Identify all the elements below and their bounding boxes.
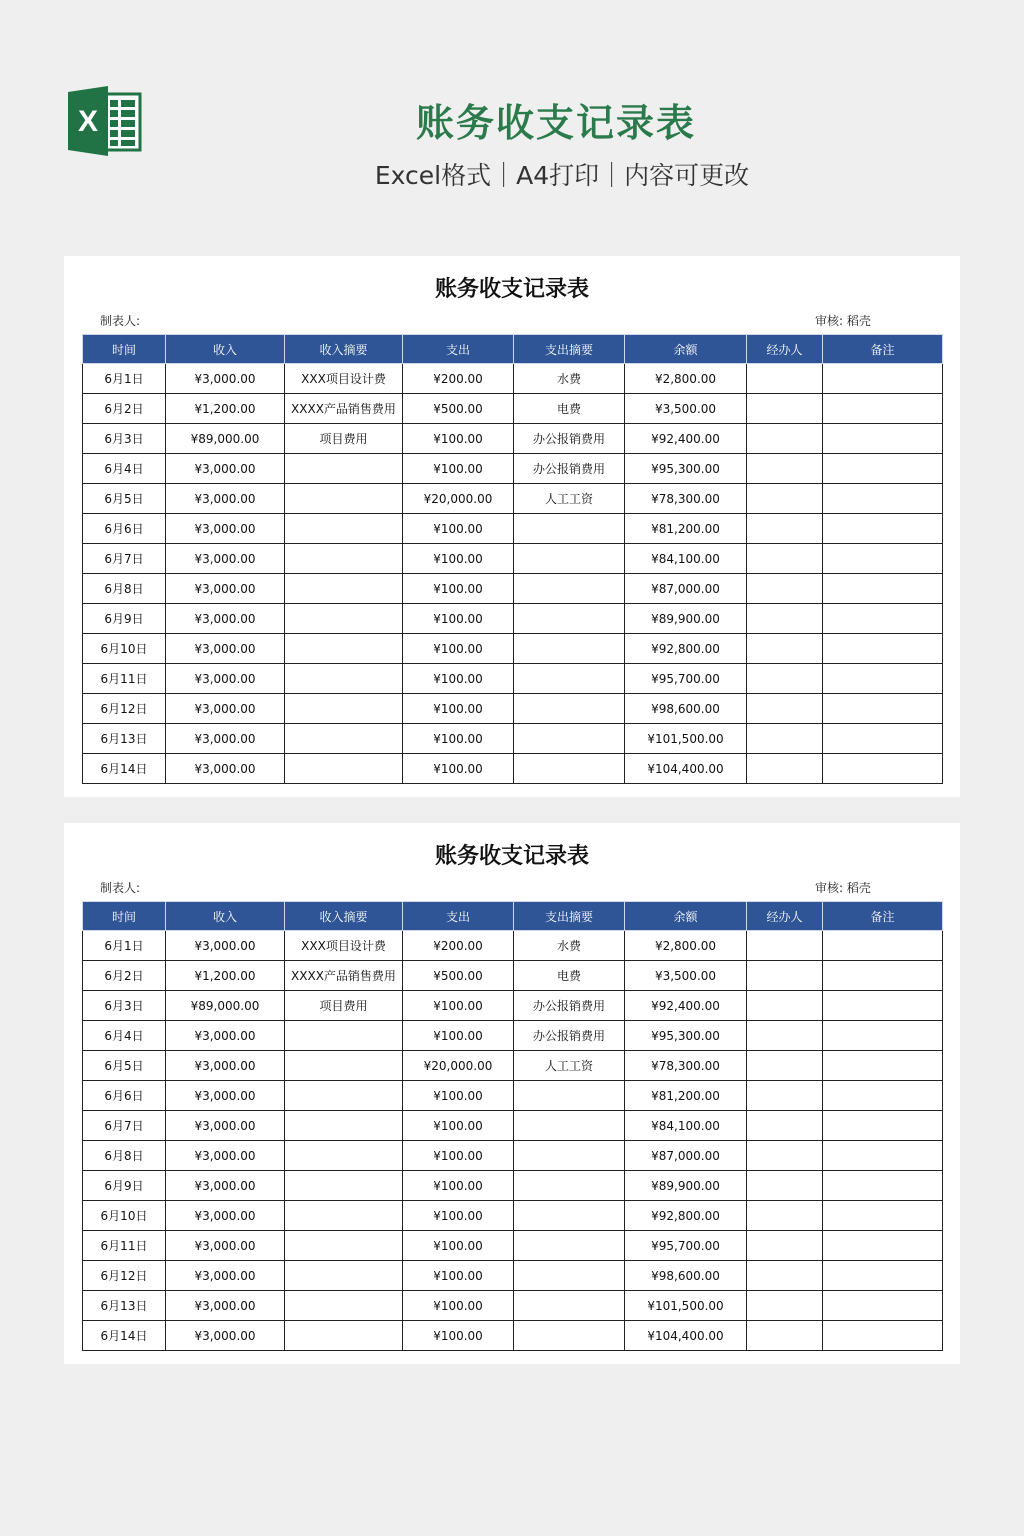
table-cell[interactable]: ¥3,000.00: [166, 454, 285, 484]
table-cell[interactable]: ¥3,500.00: [625, 394, 747, 424]
table-cell[interactable]: [747, 454, 823, 484]
table-cell[interactable]: [747, 1291, 823, 1321]
table-cell[interactable]: [285, 544, 403, 574]
table-cell[interactable]: ¥87,000.00: [625, 574, 747, 604]
table-cell[interactable]: 6月12日: [83, 694, 166, 724]
table-cell[interactable]: [514, 544, 625, 574]
table-cell[interactable]: 6月9日: [83, 604, 166, 634]
table-cell[interactable]: ¥100.00: [403, 664, 514, 694]
table-cell[interactable]: [747, 1171, 823, 1201]
table-row: [83, 961, 943, 991]
table-cell[interactable]: [285, 1021, 403, 1051]
maker-label: 制表人:: [100, 881, 141, 895]
ledger-table: [82, 334, 943, 784]
table-row: [83, 991, 943, 1021]
table-cell[interactable]: [747, 724, 823, 754]
table-cell[interactable]: [285, 694, 403, 724]
table-cell[interactable]: [285, 754, 403, 784]
column-header: 经办人: [747, 902, 823, 931]
table-cell[interactable]: [514, 664, 625, 694]
table-cell[interactable]: ¥3,000.00: [166, 1321, 285, 1351]
table-cell[interactable]: ¥2,800.00: [625, 931, 747, 961]
table-cell[interactable]: [747, 484, 823, 514]
column-header: 备注: [823, 335, 943, 364]
table-cell[interactable]: ¥500.00: [403, 961, 514, 991]
table-cell[interactable]: [285, 1291, 403, 1321]
table-cell[interactable]: 办公报销费用: [514, 424, 625, 454]
table-cell[interactable]: 6月11日: [83, 664, 166, 694]
table-cell[interactable]: [823, 1231, 943, 1261]
table-cell[interactable]: [514, 1261, 625, 1291]
table-cell[interactable]: ¥95,700.00: [625, 664, 747, 694]
table-row: [83, 664, 943, 694]
table-cell[interactable]: [285, 574, 403, 604]
table-cell[interactable]: [823, 424, 943, 454]
table-cell[interactable]: ¥3,000.00: [166, 604, 285, 634]
table-cell[interactable]: ¥100.00: [403, 724, 514, 754]
table-cell[interactable]: ¥3,000.00: [166, 634, 285, 664]
column-header: 支出: [403, 902, 514, 931]
table-cell[interactable]: [285, 1171, 403, 1201]
table-cell[interactable]: ¥3,000.00: [166, 1201, 285, 1231]
table-row: [83, 604, 943, 634]
ledger-table: [82, 901, 943, 1351]
column-header: 余额: [625, 335, 747, 364]
table-row: [83, 1261, 943, 1291]
table-cell[interactable]: [823, 754, 943, 784]
table-cell[interactable]: [285, 1231, 403, 1261]
table-cell[interactable]: [747, 574, 823, 604]
table-cell[interactable]: XXX项目设计费: [285, 931, 403, 961]
table-cell[interactable]: ¥100.00: [403, 1321, 514, 1351]
table-cell[interactable]: ¥3,000.00: [166, 1081, 285, 1111]
table-cell[interactable]: [514, 1171, 625, 1201]
table-cell[interactable]: ¥200.00: [403, 364, 514, 394]
table-cell[interactable]: ¥3,000.00: [166, 1231, 285, 1261]
table-cell[interactable]: ¥3,000.00: [166, 1261, 285, 1291]
table-row: [83, 424, 943, 454]
table-cell[interactable]: [285, 454, 403, 484]
table-cell[interactable]: [823, 694, 943, 724]
table-cell[interactable]: ¥100.00: [403, 574, 514, 604]
table-cell[interactable]: ¥100.00: [403, 1111, 514, 1141]
table-row: [83, 1291, 943, 1321]
table-cell[interactable]: ¥81,200.00: [625, 1081, 747, 1111]
table-cell[interactable]: ¥100.00: [403, 604, 514, 634]
table-cell[interactable]: 项目费用: [285, 424, 403, 454]
table-cell[interactable]: [285, 1111, 403, 1141]
table-cell[interactable]: ¥98,600.00: [625, 1261, 747, 1291]
column-header: 支出摘要: [514, 902, 625, 931]
table-row: [83, 1321, 943, 1351]
table-cell[interactable]: [747, 1321, 823, 1351]
table-cell[interactable]: ¥2,800.00: [625, 364, 747, 394]
table-row: [83, 484, 943, 514]
table-cell[interactable]: XXXX产品销售费用: [285, 961, 403, 991]
table-cell[interactable]: ¥100.00: [403, 991, 514, 1021]
table-cell[interactable]: ¥100.00: [403, 1201, 514, 1231]
table-cell[interactable]: ¥78,300.00: [625, 1051, 747, 1081]
table-cell[interactable]: [823, 1051, 943, 1081]
table-row: [83, 514, 943, 544]
table-row: [83, 1051, 943, 1081]
column-header: 支出: [403, 335, 514, 364]
table-cell[interactable]: [747, 991, 823, 1021]
sheet-card-1: [64, 256, 960, 797]
table-cell[interactable]: [747, 1111, 823, 1141]
table-cell[interactable]: ¥1,200.00: [166, 394, 285, 424]
table-cell[interactable]: [747, 424, 823, 454]
table-cell[interactable]: [514, 1291, 625, 1321]
reviewer-label: 审核: 稻壳: [815, 881, 871, 895]
table-cell[interactable]: ¥100.00: [403, 424, 514, 454]
table-cell[interactable]: ¥101,500.00: [625, 1291, 747, 1321]
table-cell[interactable]: ¥20,000.00: [403, 1051, 514, 1081]
table-cell[interactable]: ¥81,200.00: [625, 514, 747, 544]
table-cell[interactable]: ¥87,000.00: [625, 1141, 747, 1171]
table-cell[interactable]: 6月5日: [83, 1051, 166, 1081]
table-cell[interactable]: [823, 1201, 943, 1231]
column-header: 时间: [83, 902, 166, 931]
table-cell[interactable]: [747, 961, 823, 991]
table-cell[interactable]: ¥95,300.00: [625, 1021, 747, 1051]
table-cell[interactable]: 6月13日: [83, 724, 166, 754]
table-cell[interactable]: 6月13日: [83, 1291, 166, 1321]
table-cell[interactable]: 6月4日: [83, 1021, 166, 1051]
table-row: [83, 454, 943, 484]
table-cell[interactable]: [285, 1321, 403, 1351]
table-cell[interactable]: [823, 664, 943, 694]
column-header: 时间: [83, 335, 166, 364]
table-cell[interactable]: [514, 514, 625, 544]
table-cell[interactable]: ¥3,000.00: [166, 1051, 285, 1081]
column-header: 收入: [166, 335, 285, 364]
table-cell[interactable]: [285, 1081, 403, 1111]
column-header: 收入摘要: [285, 902, 403, 931]
table-cell[interactable]: 人工工资: [514, 484, 625, 514]
table-cell[interactable]: ¥3,000.00: [166, 484, 285, 514]
table-cell[interactable]: [747, 364, 823, 394]
table-cell[interactable]: ¥100.00: [403, 1141, 514, 1171]
table-cell[interactable]: [747, 1201, 823, 1231]
table-cell[interactable]: 6月1日: [83, 931, 166, 961]
table-cell[interactable]: [514, 754, 625, 784]
table-cell[interactable]: [747, 1231, 823, 1261]
table-cell[interactable]: ¥100.00: [403, 1261, 514, 1291]
table-cell[interactable]: [514, 604, 625, 634]
table-cell[interactable]: 6月9日: [83, 1171, 166, 1201]
table-row: [83, 754, 943, 784]
table-cell[interactable]: [823, 484, 943, 514]
table-row: [83, 1231, 943, 1261]
table-cell[interactable]: ¥100.00: [403, 514, 514, 544]
table-cell[interactable]: ¥3,000.00: [166, 1021, 285, 1051]
table-row: [83, 364, 943, 394]
table-cell[interactable]: ¥100.00: [403, 754, 514, 784]
table-cell[interactable]: [514, 1231, 625, 1261]
table-cell[interactable]: [514, 634, 625, 664]
table-cell[interactable]: ¥100.00: [403, 544, 514, 574]
table-cell[interactable]: [823, 1141, 943, 1171]
table-row: [83, 394, 943, 424]
table-cell[interactable]: [823, 724, 943, 754]
reviewer-label: 审核: 稻壳: [815, 314, 871, 328]
table-cell[interactable]: [823, 394, 943, 424]
table-cell[interactable]: ¥1,200.00: [166, 961, 285, 991]
table-cell[interactable]: [823, 454, 943, 484]
table-cell[interactable]: ¥100.00: [403, 1291, 514, 1321]
table-cell[interactable]: ¥95,300.00: [625, 454, 747, 484]
table-cell[interactable]: ¥3,000.00: [166, 1291, 285, 1321]
table-cell[interactable]: ¥3,000.00: [166, 1111, 285, 1141]
table-cell[interactable]: [747, 1021, 823, 1051]
table-cell[interactable]: ¥100.00: [403, 1171, 514, 1201]
table-cell[interactable]: 电费: [514, 961, 625, 991]
table-row: [83, 574, 943, 604]
table-cell[interactable]: ¥20,000.00: [403, 484, 514, 514]
table-cell[interactable]: [823, 364, 943, 394]
table-cell[interactable]: ¥92,800.00: [625, 634, 747, 664]
table-cell[interactable]: ¥92,400.00: [625, 424, 747, 454]
table-cell[interactable]: ¥100.00: [403, 454, 514, 484]
table-cell[interactable]: XXX项目设计费: [285, 364, 403, 394]
table-cell[interactable]: [514, 574, 625, 604]
table-cell[interactable]: ¥92,800.00: [625, 1201, 747, 1231]
table-cell[interactable]: XXXX产品销售费用: [285, 394, 403, 424]
table-row: [83, 634, 943, 664]
table-cell[interactable]: ¥104,400.00: [625, 1321, 747, 1351]
table-cell[interactable]: ¥100.00: [403, 1081, 514, 1111]
table-cell[interactable]: 办公报销费用: [514, 454, 625, 484]
table-cell[interactable]: [514, 724, 625, 754]
table-cell[interactable]: [747, 394, 823, 424]
table-cell[interactable]: ¥3,000.00: [166, 574, 285, 604]
table-cell[interactable]: ¥3,000.00: [166, 931, 285, 961]
banner-title: 账务收支记录表: [415, 101, 696, 145]
table-cell[interactable]: [823, 991, 943, 1021]
table-cell[interactable]: 6月10日: [83, 1201, 166, 1231]
table-cell[interactable]: 6月8日: [83, 574, 166, 604]
table-cell[interactable]: 电费: [514, 394, 625, 424]
table-cell[interactable]: 6月14日: [83, 1321, 166, 1351]
table-cell[interactable]: 6月1日: [83, 364, 166, 394]
table-cell[interactable]: [514, 1201, 625, 1231]
table-cell[interactable]: 6月10日: [83, 634, 166, 664]
table-cell[interactable]: [823, 1021, 943, 1051]
sheet-card-2: [64, 823, 960, 1364]
column-header: 余额: [625, 902, 747, 931]
table-cell[interactable]: ¥84,100.00: [625, 1111, 747, 1141]
table-cell[interactable]: ¥3,000.00: [166, 694, 285, 724]
table-cell[interactable]: [285, 514, 403, 544]
table-cell[interactable]: [285, 634, 403, 664]
table-cell[interactable]: [823, 1291, 943, 1321]
table-cell[interactable]: 6月3日: [83, 424, 166, 454]
table-cell[interactable]: ¥500.00: [403, 394, 514, 424]
table-row: [83, 544, 943, 574]
table-cell[interactable]: [823, 574, 943, 604]
table-cell[interactable]: ¥200.00: [403, 931, 514, 961]
table-row: [83, 1201, 943, 1231]
table-row: [83, 724, 943, 754]
header-row: [83, 902, 943, 931]
sheet-title: 账务收支记录表: [434, 844, 589, 869]
table-cell[interactable]: [747, 754, 823, 784]
table-cell[interactable]: 项目费用: [285, 991, 403, 1021]
table-cell[interactable]: ¥3,000.00: [166, 754, 285, 784]
table-cell[interactable]: ¥3,000.00: [166, 724, 285, 754]
banner-subtitle: Excel格式｜A4打印｜内容可更改: [374, 161, 750, 190]
table-cell[interactable]: 办公报销费用: [514, 1021, 625, 1051]
table-cell[interactable]: [747, 514, 823, 544]
table-cell[interactable]: 人工工资: [514, 1051, 625, 1081]
table-cell[interactable]: ¥104,400.00: [625, 754, 747, 784]
column-header: 经办人: [747, 335, 823, 364]
table-cell[interactable]: [747, 1051, 823, 1081]
table-cell[interactable]: ¥78,300.00: [625, 484, 747, 514]
table-cell[interactable]: [823, 1321, 943, 1351]
table-cell[interactable]: [823, 1171, 943, 1201]
table-cell[interactable]: 6月7日: [83, 1111, 166, 1141]
sheet-title: 账务收支记录表: [434, 277, 589, 302]
table-cell[interactable]: [514, 1081, 625, 1111]
table-cell[interactable]: [747, 634, 823, 664]
table-cell[interactable]: ¥3,000.00: [166, 664, 285, 694]
table-cell[interactable]: ¥3,000.00: [166, 544, 285, 574]
table-cell[interactable]: ¥100.00: [403, 634, 514, 664]
table-cell[interactable]: 水费: [514, 931, 625, 961]
column-header: 备注: [823, 902, 943, 931]
table-cell[interactable]: [747, 931, 823, 961]
column-header: 收入摘要: [285, 335, 403, 364]
table-cell[interactable]: [285, 1051, 403, 1081]
table-cell[interactable]: [823, 961, 943, 991]
table-cell[interactable]: [823, 1261, 943, 1291]
table-cell[interactable]: ¥100.00: [403, 694, 514, 724]
table-cell[interactable]: ¥3,000.00: [166, 514, 285, 544]
table-cell[interactable]: 6月3日: [83, 991, 166, 1021]
table-cell[interactable]: [285, 664, 403, 694]
header-row: [83, 335, 943, 364]
table-cell[interactable]: [747, 1081, 823, 1111]
table-cell[interactable]: ¥3,500.00: [625, 961, 747, 991]
table-cell[interactable]: [747, 694, 823, 724]
table-row: [83, 1021, 943, 1051]
maker-label: 制表人:: [100, 314, 141, 328]
table-cell[interactable]: ¥92,400.00: [625, 991, 747, 1021]
table-cell[interactable]: 6月12日: [83, 1261, 166, 1291]
table-row: [83, 1081, 943, 1111]
table-cell[interactable]: [285, 1201, 403, 1231]
table-cell[interactable]: [285, 484, 403, 514]
table-cell[interactable]: [747, 664, 823, 694]
table-row: [83, 1171, 943, 1201]
table-cell[interactable]: ¥100.00: [403, 1021, 514, 1051]
table-cell[interactable]: [514, 1111, 625, 1141]
table-cell[interactable]: 6月5日: [83, 484, 166, 514]
table-cell[interactable]: [285, 1141, 403, 1171]
table-cell[interactable]: ¥89,900.00: [625, 1171, 747, 1201]
table-cell[interactable]: [747, 544, 823, 574]
column-header: 支出摘要: [514, 335, 625, 364]
table-cell[interactable]: 6月6日: [83, 1081, 166, 1111]
table-cell[interactable]: [823, 634, 943, 664]
table-cell[interactable]: 6月2日: [83, 961, 166, 991]
table-cell[interactable]: 6月11日: [83, 1231, 166, 1261]
table-cell[interactable]: ¥98,600.00: [625, 694, 747, 724]
table-cell[interactable]: ¥3,000.00: [166, 1171, 285, 1201]
table-cell[interactable]: [747, 1141, 823, 1171]
table-cell[interactable]: ¥100.00: [403, 1231, 514, 1261]
table-cell[interactable]: 6月4日: [83, 454, 166, 484]
table-cell[interactable]: [514, 1141, 625, 1171]
table-row: [83, 1111, 943, 1141]
table-cell[interactable]: 水费: [514, 364, 625, 394]
table-cell[interactable]: 6月2日: [83, 394, 166, 424]
table-cell[interactable]: [823, 604, 943, 634]
table-cell[interactable]: [747, 604, 823, 634]
table-row: [83, 694, 943, 724]
table-cell[interactable]: 办公报销费用: [514, 991, 625, 1021]
table-cell[interactable]: ¥95,700.00: [625, 1231, 747, 1261]
table-cell[interactable]: ¥3,000.00: [166, 364, 285, 394]
table-cell[interactable]: 6月6日: [83, 514, 166, 544]
table-cell[interactable]: ¥101,500.00: [625, 724, 747, 754]
table-cell[interactable]: ¥89,000.00: [166, 991, 285, 1021]
table-cell[interactable]: [823, 544, 943, 574]
table-cell[interactable]: [823, 1111, 943, 1141]
table-cell[interactable]: [514, 694, 625, 724]
table-cell[interactable]: ¥89,000.00: [166, 424, 285, 454]
table-cell[interactable]: [514, 1321, 625, 1351]
svg-text:X: X: [77, 105, 99, 138]
table-cell[interactable]: 6月7日: [83, 544, 166, 574]
table-cell[interactable]: ¥84,100.00: [625, 544, 747, 574]
table-cell[interactable]: 6月14日: [83, 754, 166, 784]
table-row: [83, 931, 943, 961]
table-cell[interactable]: ¥89,900.00: [625, 604, 747, 634]
table-cell[interactable]: [823, 1081, 943, 1111]
table-cell[interactable]: [285, 724, 403, 754]
table-cell[interactable]: 6月8日: [83, 1141, 166, 1171]
column-header: 收入: [166, 902, 285, 931]
table-row: [83, 1141, 943, 1171]
table-cell[interactable]: [823, 931, 943, 961]
table-cell[interactable]: [747, 1261, 823, 1291]
table-cell[interactable]: ¥3,000.00: [166, 1141, 285, 1171]
table-cell[interactable]: [285, 604, 403, 634]
table-cell[interactable]: [823, 514, 943, 544]
table-cell[interactable]: [285, 1261, 403, 1291]
